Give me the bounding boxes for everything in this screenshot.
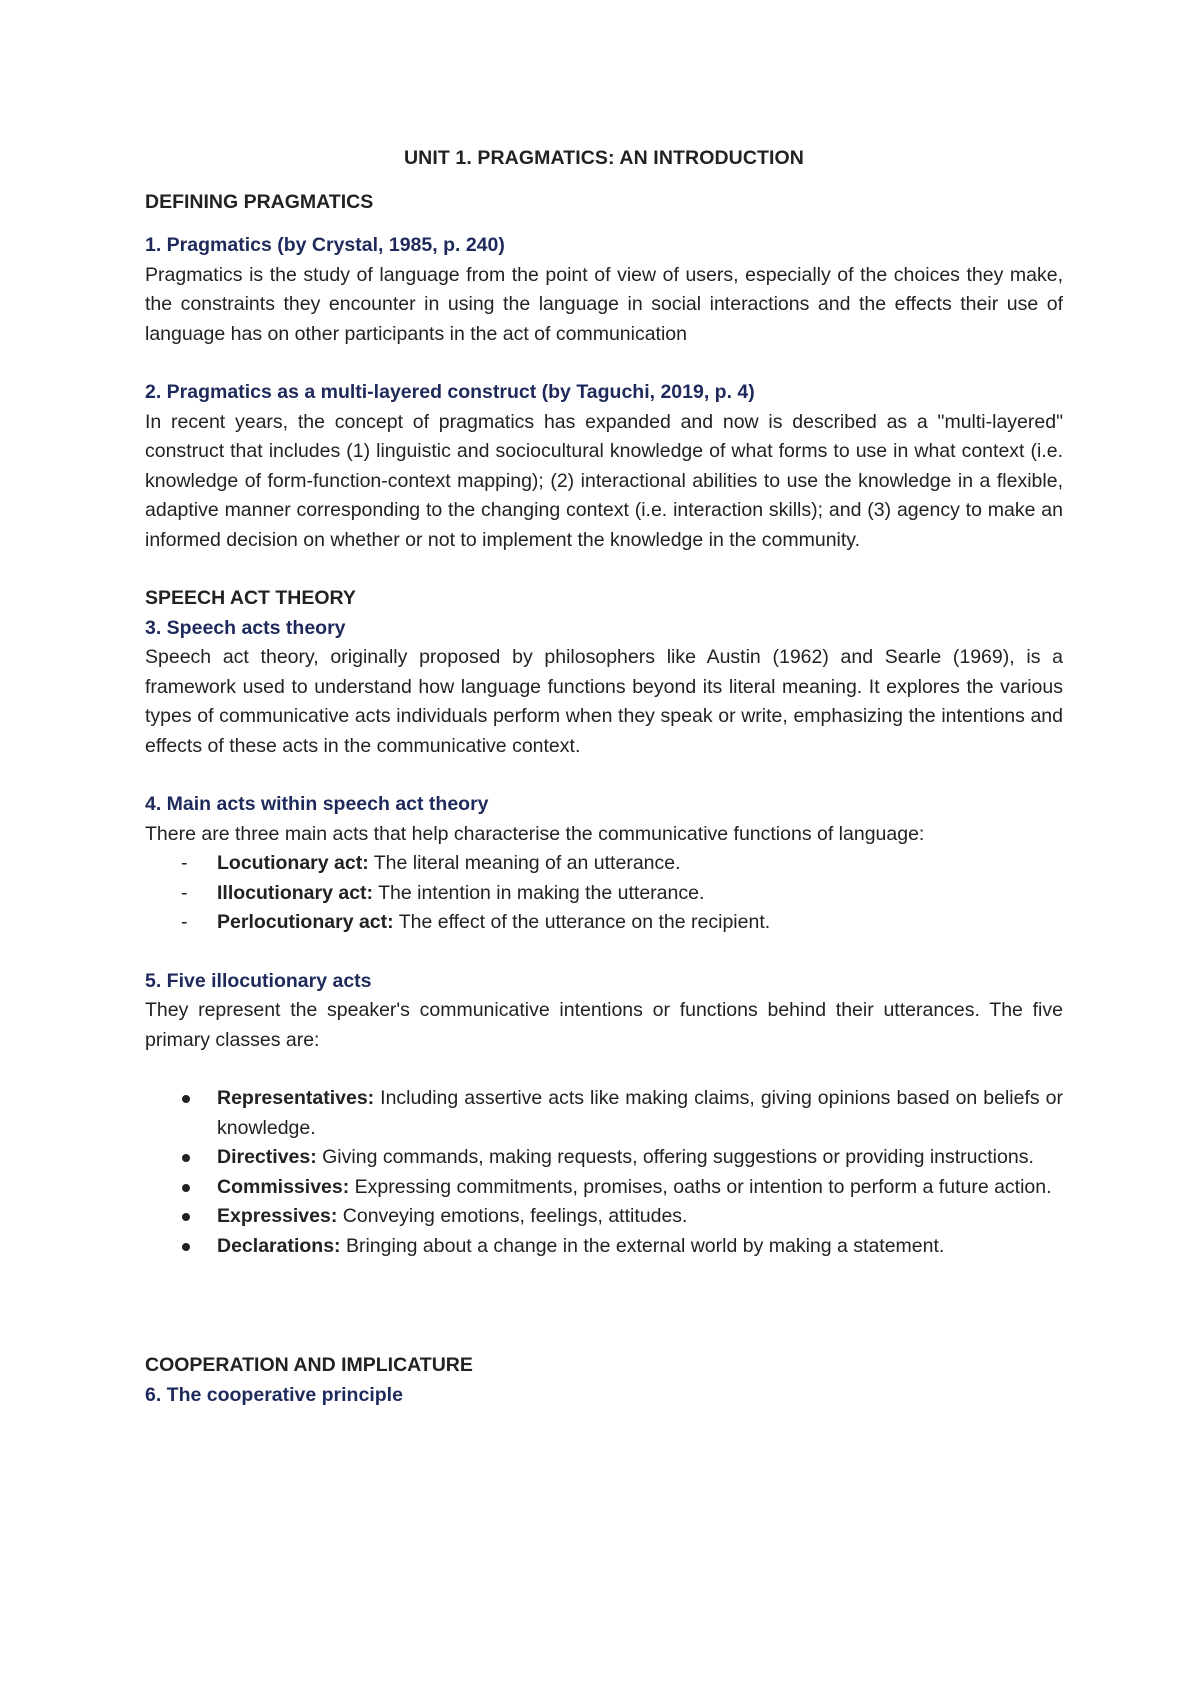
list-item <box>217 1084 1063 1143</box>
item-6-heading: 6. The cooperative principle <box>145 1383 403 1406</box>
item-5-heading: 5. Five illocutionary acts <box>145 969 372 992</box>
class-desc: Giving commands, making requests, offering suggestions or providing instructions. <box>316 1146 1034 1168</box>
document-page <box>145 144 1063 1410</box>
section-heading-speech-act: SPEECH ACT THEORY <box>145 587 356 609</box>
act-desc: The literal meaning of an utterance. <box>368 852 681 874</box>
act-desc: The intention in making the utterance. <box>373 881 705 904</box>
class-term: Declarations: <box>217 1234 341 1257</box>
list-item <box>217 879 1063 909</box>
bullet-icon <box>182 1095 190 1103</box>
class-term: Expressives: <box>217 1205 338 1227</box>
section-heading-cooperation: COOPERATION AND IMPLICATURE <box>145 1354 473 1376</box>
document-title: UNIT 1. PRAGMATICS: AN INTRODUCTION <box>404 147 804 169</box>
main-acts-list <box>145 849 1063 938</box>
item-1-text: Pragmatics is the study of language from the point of view of users, especially of the choices they make, the constraints they encounter in using the language in social interactions and the effects their use of language has on other participants in the act of communication <box>145 263 1063 345</box>
list-item <box>217 1173 1063 1203</box>
bullet-icon <box>182 1184 190 1192</box>
bullet-icon <box>182 1154 190 1162</box>
list-item <box>217 1232 1063 1262</box>
class-term: Directives: <box>217 1146 317 1168</box>
item-4-heading: 4. Main acts within speech act theory <box>145 793 489 815</box>
section-heading-defining: DEFINING PRAGMATICS <box>145 190 374 213</box>
class-desc: Expressing commitments, promises, oaths or intention to perform a future action. <box>349 1175 1052 1198</box>
bullet-icon <box>182 1213 190 1221</box>
class-desc: Conveying emotions, feelings, attitudes. <box>337 1205 688 1227</box>
item-3-text: Speech act theory, originally proposed by philosophers like Austin (1962) and Searle (1969), is a framework used to understand how language functions beyond its literal meaning. It explores the various types of communicative acts individuals perform when they speak or write, emphasizing the intentions and effects of these acts in the communicative context. <box>145 646 1063 757</box>
item-2-text: In recent years, the concept of pragmatics has expanded and now is described as a "multi-layered" construct that includes (1) linguistic and sociocultural knowledge of what forms to use in what context (i.e. knowledge of form-function-context mapping); (2) interactional abilities to use the knowledge in a flexible, adaptive manner corresponding to the changing context (i.e. interaction skills); and (3) agency to make an informed decision on whether or not to implement the knowledge in the community. <box>145 410 1063 551</box>
item-2-heading: 2. Pragmatics as a multi-layered construct (by Taguchi, 2019, p. 4) <box>145 381 755 403</box>
act-desc: The effect of the utterance on the recipient. <box>393 911 771 933</box>
act-term: Perlocutionary act: <box>217 911 394 933</box>
class-term: Commissives: <box>217 1175 350 1198</box>
bullet-icon <box>182 1243 190 1251</box>
list-item <box>217 849 1063 879</box>
class-desc: Including assertive acts like making claims, giving opinions based on beliefs or knowledge. <box>217 1087 1063 1139</box>
act-term: Illocutionary act: <box>217 881 374 904</box>
list-item <box>217 908 1063 938</box>
illocutionary-classes-list <box>145 1084 1063 1261</box>
list-item <box>217 1202 1063 1232</box>
item-3-heading: 3. Speech acts theory <box>145 616 346 639</box>
list-item <box>217 1143 1063 1173</box>
item-1-heading: 1. Pragmatics (by Crystal, 1985, p. 240) <box>145 234 505 256</box>
item-4-intro: There are three main acts that help characterise the communicative functions of language: <box>145 822 925 845</box>
act-term: Locutionary act: <box>217 852 369 874</box>
class-desc: Bringing about a change in the external world by making a statement. <box>340 1234 945 1257</box>
item-5-intro: They represent the speaker's communicative intentions or functions behind their utterances. The five primary classes are: <box>145 999 1063 1051</box>
class-term: Representatives: <box>217 1087 375 1109</box>
